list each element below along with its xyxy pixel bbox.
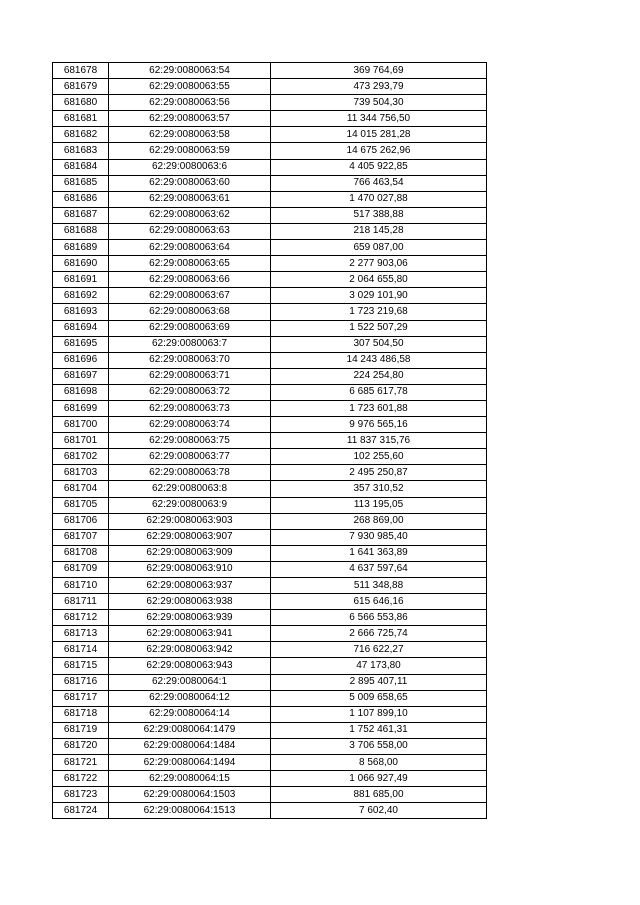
table-row [53,626,487,642]
cadastral-number-cell: 62:29:0080063:77 [109,449,271,465]
cadastral-number-cell: 62:29:0080063:942 [109,642,271,658]
row-number-cell: 681706 [53,513,109,529]
cadastral-number-cell: 62:29:0080064:1 [109,674,271,690]
table-row [53,674,487,690]
table-row [53,738,487,754]
table-row [53,288,487,304]
row-number-cell: 681682 [53,127,109,143]
value-cell: 1 470 027,88 [271,191,487,207]
table-row [53,497,487,513]
table-row [53,578,487,594]
cadastral-number-cell: 62:29:0080064:1513 [109,803,271,819]
row-number-cell: 681724 [53,803,109,819]
row-number-cell: 681694 [53,320,109,336]
table-row [53,529,487,545]
value-cell: 1 641 363,89 [271,545,487,561]
cadastral-number-cell: 62:29:0080063:68 [109,304,271,320]
table-row [53,417,487,433]
cadastral-number-cell: 62:29:0080063:71 [109,368,271,384]
table-row [53,803,487,819]
row-number-cell: 681689 [53,240,109,256]
cadastral-number-cell: 62:29:0080064:1503 [109,787,271,803]
row-number-cell: 681713 [53,626,109,642]
table-row [53,191,487,207]
table-row [53,706,487,722]
row-number-cell: 681691 [53,272,109,288]
value-cell: 14 015 281,28 [271,127,487,143]
table-row [53,256,487,272]
value-cell: 3 029 101,90 [271,288,487,304]
value-cell: 369 764,69 [271,63,487,79]
value-cell: 6 685 617,78 [271,384,487,400]
table-row [53,610,487,626]
table-row [53,127,487,143]
row-number-cell: 681703 [53,465,109,481]
cadastral-number-cell: 62:29:0080063:6 [109,159,271,175]
table-row [53,304,487,320]
cadastral-number-cell: 62:29:0080063:62 [109,207,271,223]
row-number-cell: 681722 [53,771,109,787]
table-row [53,63,487,79]
value-cell: 766 463,54 [271,175,487,191]
value-cell: 716 622,27 [271,642,487,658]
value-cell: 4 637 597,64 [271,561,487,577]
row-number-cell: 681711 [53,594,109,610]
cadastral-number-cell: 62:29:0080063:7 [109,336,271,352]
row-number-cell: 681678 [53,63,109,79]
value-cell: 1 752 461,31 [271,722,487,738]
table-row [53,272,487,288]
table-row [53,223,487,239]
value-cell: 102 255,60 [271,449,487,465]
value-cell: 357 310,52 [271,481,487,497]
row-number-cell: 681712 [53,610,109,626]
value-cell: 14 243 486,58 [271,352,487,368]
table-row [53,755,487,771]
table-row [53,175,487,191]
row-number-cell: 681681 [53,111,109,127]
cadastral-number-cell: 62:29:0080063:907 [109,529,271,545]
table-row [53,111,487,127]
table-row [53,722,487,738]
table-row [53,159,487,175]
value-cell: 7 602,40 [271,803,487,819]
cadastral-number-cell: 62:29:0080063:57 [109,111,271,127]
row-number-cell: 681716 [53,674,109,690]
value-cell: 3 706 558,00 [271,738,487,754]
value-cell: 8 568,00 [271,755,487,771]
table-row [53,368,487,384]
row-number-cell: 681710 [53,578,109,594]
row-number-cell: 681704 [53,481,109,497]
table-row [53,433,487,449]
value-cell: 1 723 601,88 [271,400,487,416]
value-cell: 11 344 756,50 [271,111,487,127]
table-row [53,545,487,561]
row-number-cell: 681705 [53,497,109,513]
value-cell: 615 646,16 [271,594,487,610]
cadastral-number-cell: 62:29:0080063:56 [109,95,271,111]
cadastral-number-cell: 62:29:0080063:66 [109,272,271,288]
table-row [53,240,487,256]
table-row [53,513,487,529]
table-row [53,336,487,352]
cadastral-number-cell: 62:29:0080063:78 [109,465,271,481]
cadastral-number-cell: 62:29:0080064:14 [109,706,271,722]
value-cell: 4 405 922,85 [271,159,487,175]
row-number-cell: 681708 [53,545,109,561]
cadastral-value-table [52,62,487,819]
cadastral-number-cell: 62:29:0080063:938 [109,594,271,610]
row-number-cell: 681690 [53,256,109,272]
cadastral-number-cell: 62:29:0080063:941 [109,626,271,642]
row-number-cell: 681699 [53,400,109,416]
row-number-cell: 681686 [53,191,109,207]
cadastral-number-cell: 62:29:0080063:60 [109,175,271,191]
value-cell: 1 522 507,29 [271,320,487,336]
row-number-cell: 681720 [53,738,109,754]
row-number-cell: 681714 [53,642,109,658]
row-number-cell: 681693 [53,304,109,320]
table-row [53,690,487,706]
value-cell: 1 723 219,68 [271,304,487,320]
row-number-cell: 681707 [53,529,109,545]
value-cell: 11 837 315,76 [271,433,487,449]
table-row [53,352,487,368]
value-cell: 9 976 565,16 [271,417,487,433]
cadastral-number-cell: 62:29:0080064:1484 [109,738,271,754]
table-row [53,642,487,658]
table-row [53,594,487,610]
cadastral-number-cell: 62:29:0080063:903 [109,513,271,529]
row-number-cell: 681696 [53,352,109,368]
cadastral-number-cell: 62:29:0080063:65 [109,256,271,272]
row-number-cell: 681715 [53,658,109,674]
row-number-cell: 681721 [53,755,109,771]
table-body [53,63,487,819]
value-cell: 2 064 655,80 [271,272,487,288]
row-number-cell: 681717 [53,690,109,706]
cadastral-number-cell: 62:29:0080063:64 [109,240,271,256]
row-number-cell: 681680 [53,95,109,111]
cadastral-number-cell: 62:29:0080063:54 [109,63,271,79]
cadastral-number-cell: 62:29:0080063:909 [109,545,271,561]
value-cell: 307 504,50 [271,336,487,352]
cadastral-number-cell: 62:29:0080063:63 [109,223,271,239]
row-number-cell: 681684 [53,159,109,175]
value-cell: 2 277 903,06 [271,256,487,272]
cadastral-number-cell: 62:29:0080063:910 [109,561,271,577]
cadastral-number-cell: 62:29:0080063:74 [109,417,271,433]
value-cell: 473 293,79 [271,79,487,95]
table-row [53,95,487,111]
cadastral-number-cell: 62:29:0080063:69 [109,320,271,336]
cadastral-number-cell: 62:29:0080063:939 [109,610,271,626]
row-number-cell: 681695 [53,336,109,352]
row-number-cell: 681723 [53,787,109,803]
row-number-cell: 681698 [53,384,109,400]
cadastral-number-cell: 62:29:0080064:1494 [109,755,271,771]
cadastral-number-cell: 62:29:0080064:12 [109,690,271,706]
value-cell: 5 009 658,65 [271,690,487,706]
cadastral-number-cell: 62:29:0080063:73 [109,400,271,416]
cadastral-number-cell: 62:29:0080063:72 [109,384,271,400]
table-row [53,449,487,465]
table-row [53,79,487,95]
value-cell: 6 566 553,86 [271,610,487,626]
document-page [52,62,487,819]
value-cell: 2 895 407,11 [271,674,487,690]
row-number-cell: 681688 [53,223,109,239]
table-row [53,787,487,803]
row-number-cell: 681700 [53,417,109,433]
value-cell: 14 675 262,96 [271,143,487,159]
cadastral-number-cell: 62:29:0080063:9 [109,497,271,513]
row-number-cell: 681701 [53,433,109,449]
value-cell: 511 348,88 [271,578,487,594]
value-cell: 113 195,05 [271,497,487,513]
cadastral-number-cell: 62:29:0080063:937 [109,578,271,594]
table-row [53,481,487,497]
cadastral-number-cell: 62:29:0080063:61 [109,191,271,207]
row-number-cell: 681687 [53,207,109,223]
row-number-cell: 681679 [53,79,109,95]
value-cell: 517 388,88 [271,207,487,223]
cadastral-number-cell: 62:29:0080063:943 [109,658,271,674]
value-cell: 268 869,00 [271,513,487,529]
row-number-cell: 681709 [53,561,109,577]
cadastral-number-cell: 62:29:0080064:1479 [109,722,271,738]
row-number-cell: 681702 [53,449,109,465]
row-number-cell: 681683 [53,143,109,159]
value-cell: 7 930 985,40 [271,529,487,545]
table-row [53,207,487,223]
cadastral-number-cell: 62:29:0080063:67 [109,288,271,304]
value-cell: 2 495 250,87 [271,465,487,481]
cadastral-number-cell: 62:29:0080063:55 [109,79,271,95]
value-cell: 739 504,30 [271,95,487,111]
cadastral-number-cell: 62:29:0080063:58 [109,127,271,143]
row-number-cell: 681697 [53,368,109,384]
table-row [53,771,487,787]
cadastral-number-cell: 62:29:0080064:15 [109,771,271,787]
table-row [53,561,487,577]
cadastral-number-cell: 62:29:0080063:70 [109,352,271,368]
value-cell: 659 087,00 [271,240,487,256]
value-cell: 881 685,00 [271,787,487,803]
row-number-cell: 681719 [53,722,109,738]
value-cell: 224 254,80 [271,368,487,384]
table-row [53,465,487,481]
table-row [53,400,487,416]
table-row [53,384,487,400]
cadastral-number-cell: 62:29:0080063:59 [109,143,271,159]
row-number-cell: 681692 [53,288,109,304]
cadastral-number-cell: 62:29:0080063:8 [109,481,271,497]
value-cell: 2 666 725,74 [271,626,487,642]
table-row [53,143,487,159]
value-cell: 47 173,80 [271,658,487,674]
table-row [53,658,487,674]
cadastral-number-cell: 62:29:0080063:75 [109,433,271,449]
value-cell: 1 066 927,49 [271,771,487,787]
value-cell: 218 145,28 [271,223,487,239]
value-cell: 1 107 899,10 [271,706,487,722]
table-row [53,320,487,336]
row-number-cell: 681685 [53,175,109,191]
row-number-cell: 681718 [53,706,109,722]
